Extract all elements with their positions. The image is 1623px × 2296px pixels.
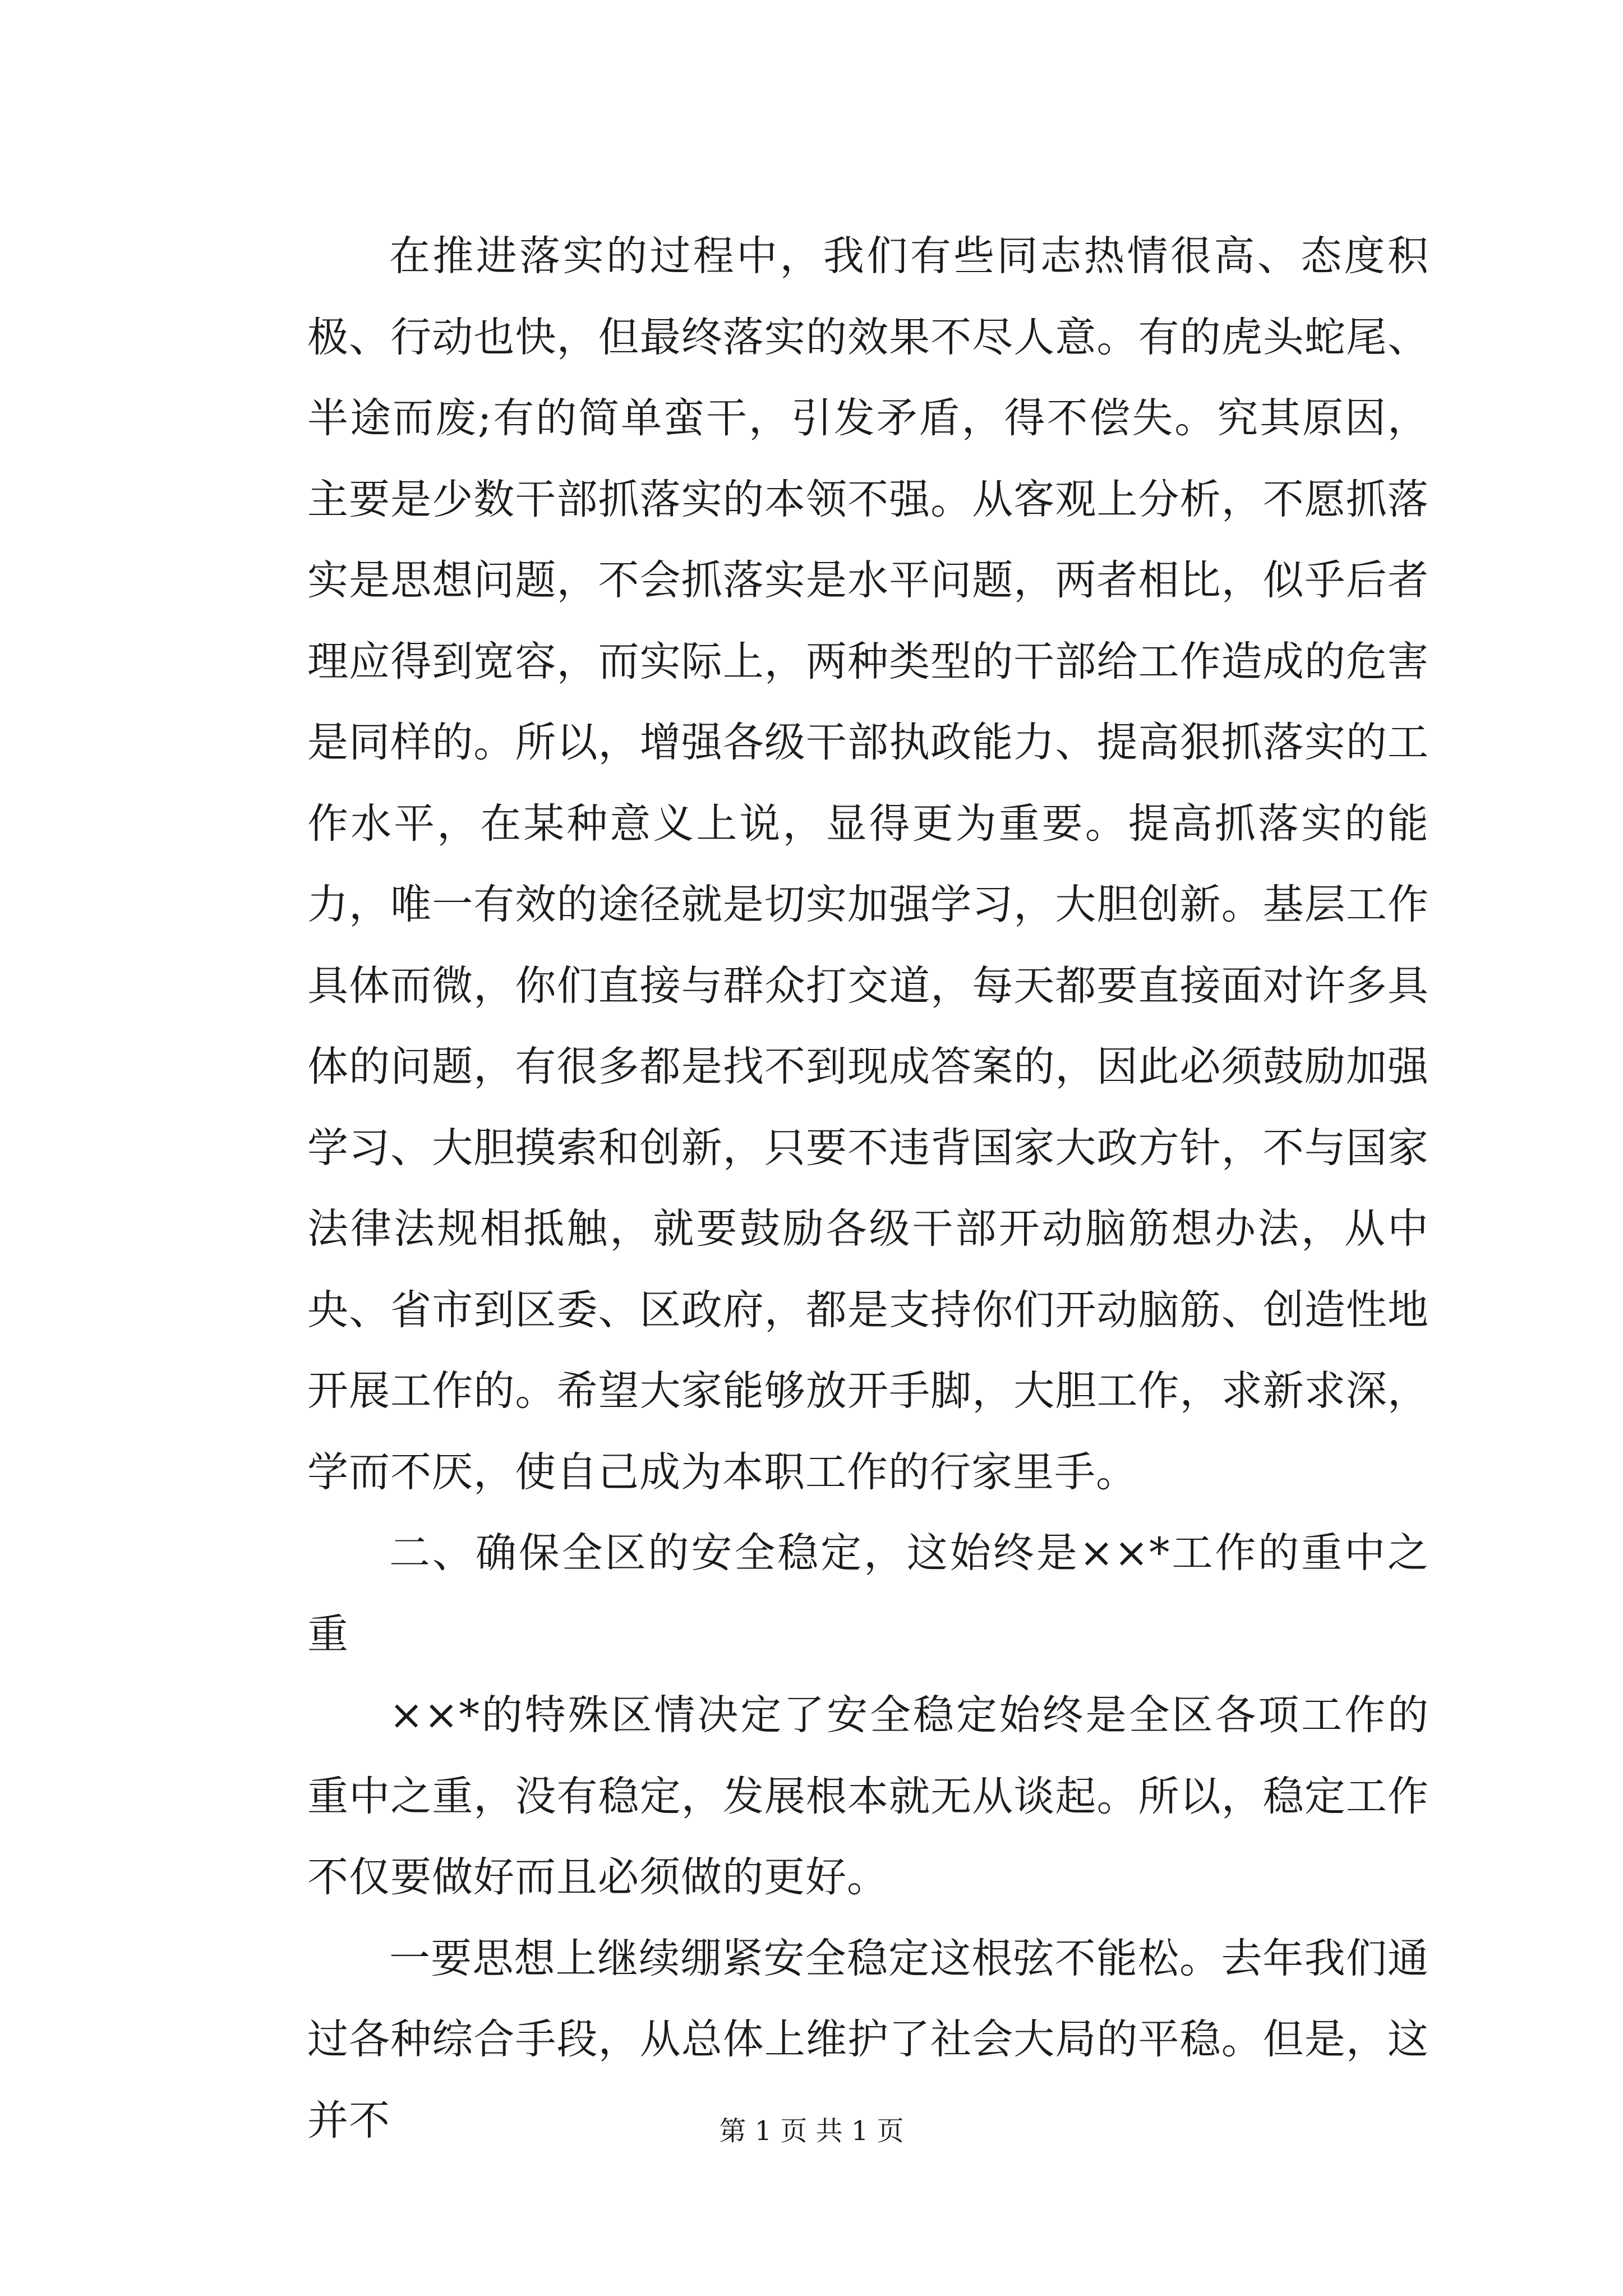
page-number-footer: 第 1 页 共 1 页 xyxy=(719,2115,904,2147)
paragraph-implementation: 在推进落实的过程中，我们有些同志热情很高、态度积极、行动也快，但最终落实的效果不尽人意。有的虎头蛇尾、半途而废;有的简单蛮干，引发矛盾，得不偿失。究其原因，主要是少数干部抓落实的本领不强。从客观上分析，不愿抓落实是思想问题，不会抓落实是水平问题，两者相比，似乎后者理应得到宽容，而实际上，两种类型的干部给工作造成的危害是同样的。所以，增强各级干部执政能力、提高狠抓落实的工作水平，在某种意义上说，显得更为重要。提高抓落实的能力，唯一有效的途径就是切实加强学习，大胆创新。基层工作具体而微，你们直接与群众打交道，每天都要直接面对许多具体的问题，有很多都是找不到现成答案的，因此必须鼓励加强学习、大胆摸索和创新，只要不违背国家大政方针，不与国家法律法规相抵触，就要鼓励各级干部开动脑筋想办法，从中央、省市到区委、区政府，都是支持你们开动脑筋、创造性地开展工作的。希望大家能够放开手脚，大胆工作，求新求深，学而不厌，使自己成为本职工作的行家里手。 xyxy=(307,232,1429,1496)
paragraph-first-requirement: 一要思想上继续绷紧安全稳定这根弦不能松。去年我们通过各种综合手段，从总体上维护了社会大局的平稳。但是，这并不 xyxy=(307,1934,1429,2145)
paragraph-stability-priority: ××*的特殊区情决定了安全稳定始终是全区各项工作的重中之重，没有稳定，发展根本就无从谈起。所以，稳定工作不仅要做好而且必须做的更好。 xyxy=(307,1691,1429,1901)
document-body xyxy=(307,216,1429,2161)
section-heading-security-stability: 二、确保全区的安全稳定，这始终是××*工作的重中之重 xyxy=(307,1529,1429,1658)
